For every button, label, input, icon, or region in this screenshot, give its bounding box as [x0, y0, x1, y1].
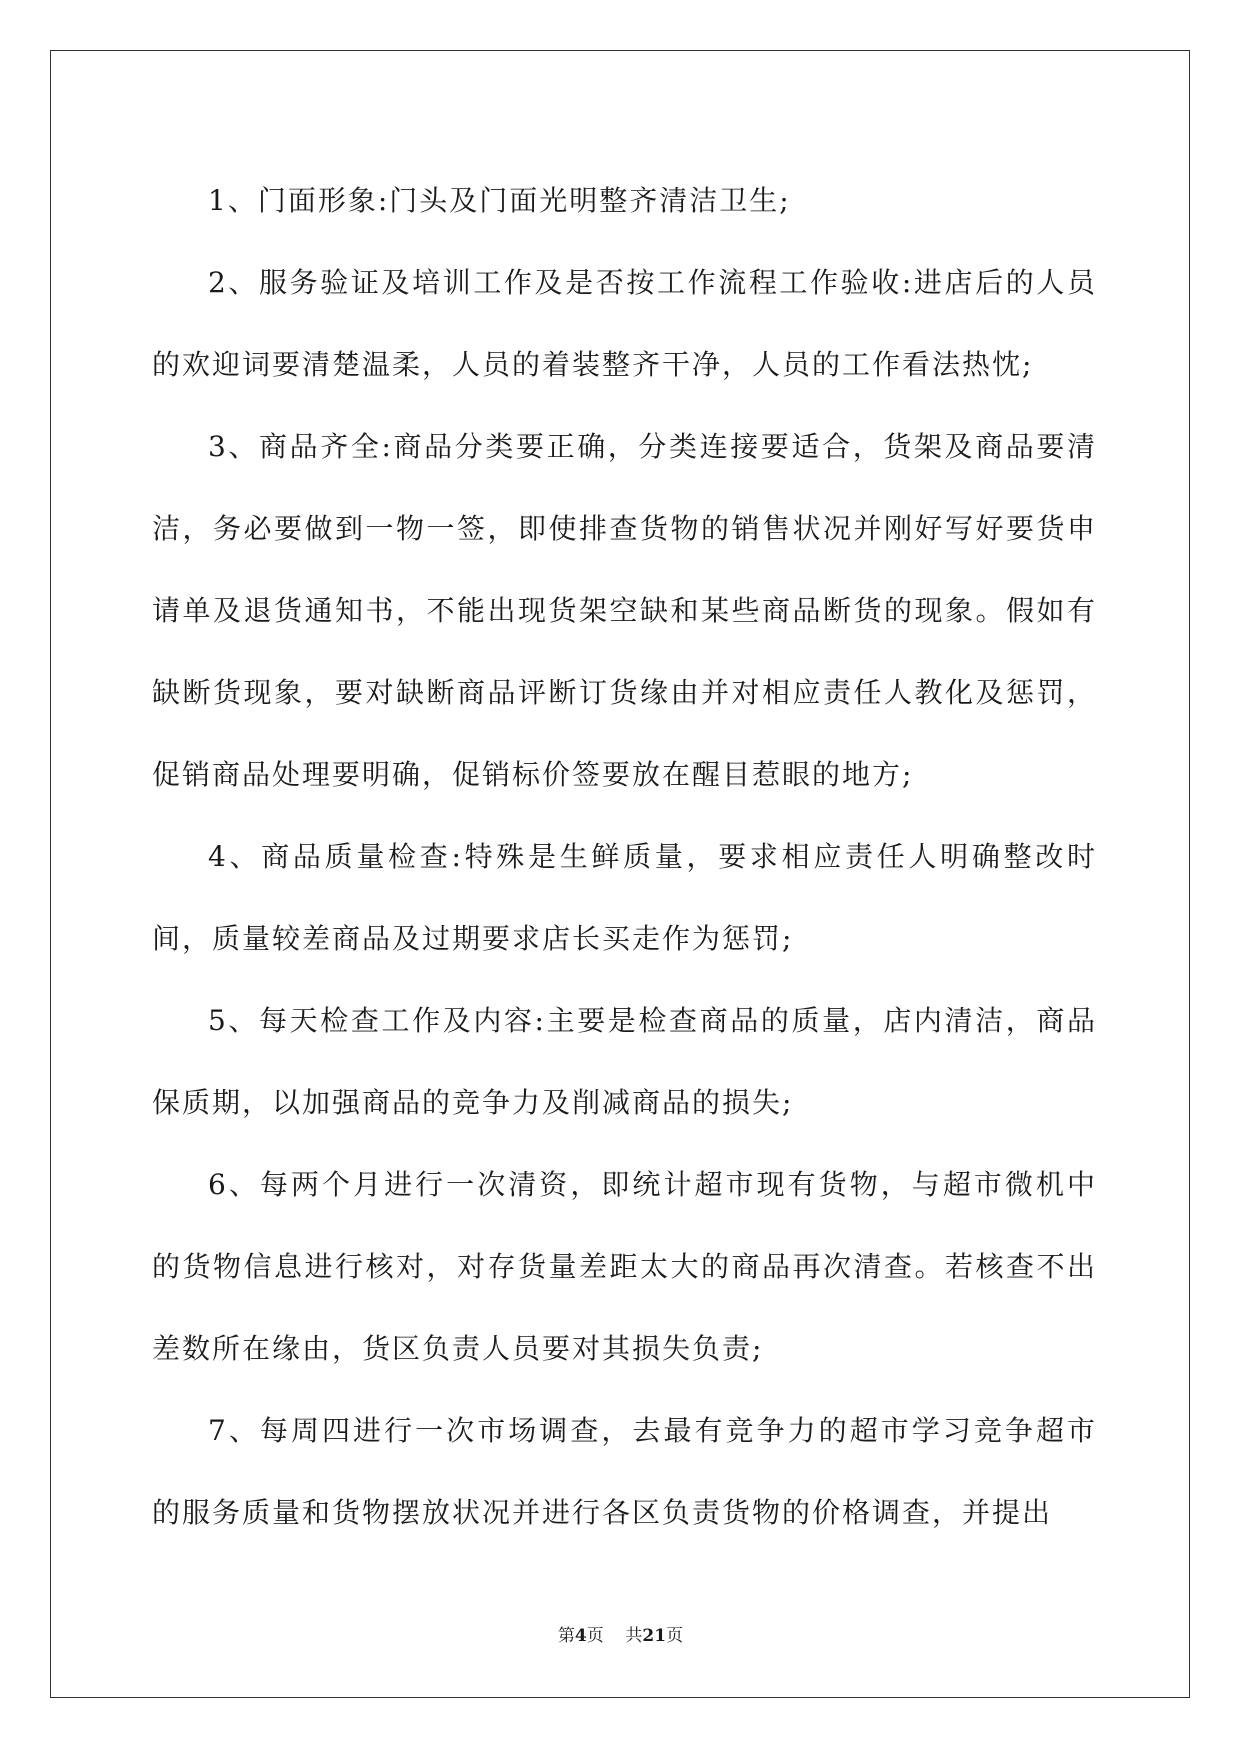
- paragraph-5: 5、每天检查工作及内容:主要是检查商品的质量，店内清洁，商品保质期，以加强商品的竞争力及削减商品的损失;: [152, 1004, 1097, 1119]
- paragraph-4: 4、商品质量检查:特殊是生鲜质量，要求相应责任人明确整改时间，质量较差商品及过期要求店长买走作为惩罚;: [152, 840, 1097, 955]
- footer-total-prefix: 共: [625, 1626, 643, 1646]
- total-page-count: 21: [642, 1626, 667, 1646]
- page-footer: [0, 1624, 1241, 1648]
- current-page-number: 4: [574, 1626, 587, 1646]
- paragraph-7: 7、每周四进行一次市场调查，去最有竞争力的超市学习竞争超市的服务质量和货物摆放状况并进行各区负责货物的价格调查，并提出: [152, 1414, 1097, 1529]
- footer-page-suffix: 页: [586, 1626, 604, 1646]
- footer-total-suffix: 页: [666, 1626, 684, 1646]
- paragraph-2: 2、服务验证及培训工作及是否按工作流程工作验收:进店后的人员的欢迎词要清楚温柔，人员的着装整齐干净，人员的工作看法热忱;: [152, 266, 1097, 381]
- footer-prefix: 第: [557, 1626, 575, 1646]
- paragraph-3: 3、商品齐全:商品分类要正确，分类连接要适合，货架及商品要清洁，务必要做到一物一签，即使排查货物的销售状况并刚好写好要货申请单及退货通知书，不能出现货架空缺和某些商品断货的现象。假如有缺断货现象，要对缺断商品评断订货缘由并对相应责任人教化及惩罚，促销商品处理要明确，促销标价签要放在醒目惹眼的地方;: [152, 430, 1097, 791]
- document-body: [152, 160, 1097, 1554]
- paragraph-1: 1、门面形象:门头及门面光明整齐清洁卫生;: [208, 184, 791, 217]
- paragraph-6: 6、每两个月进行一次清资，即统计超市现有货物，与超市微机中的货物信息进行核对，对存货量差距太大的商品再次清查。若核查不出差数所在缘由，货区负责人员要对其损失负责;: [152, 1168, 1097, 1365]
